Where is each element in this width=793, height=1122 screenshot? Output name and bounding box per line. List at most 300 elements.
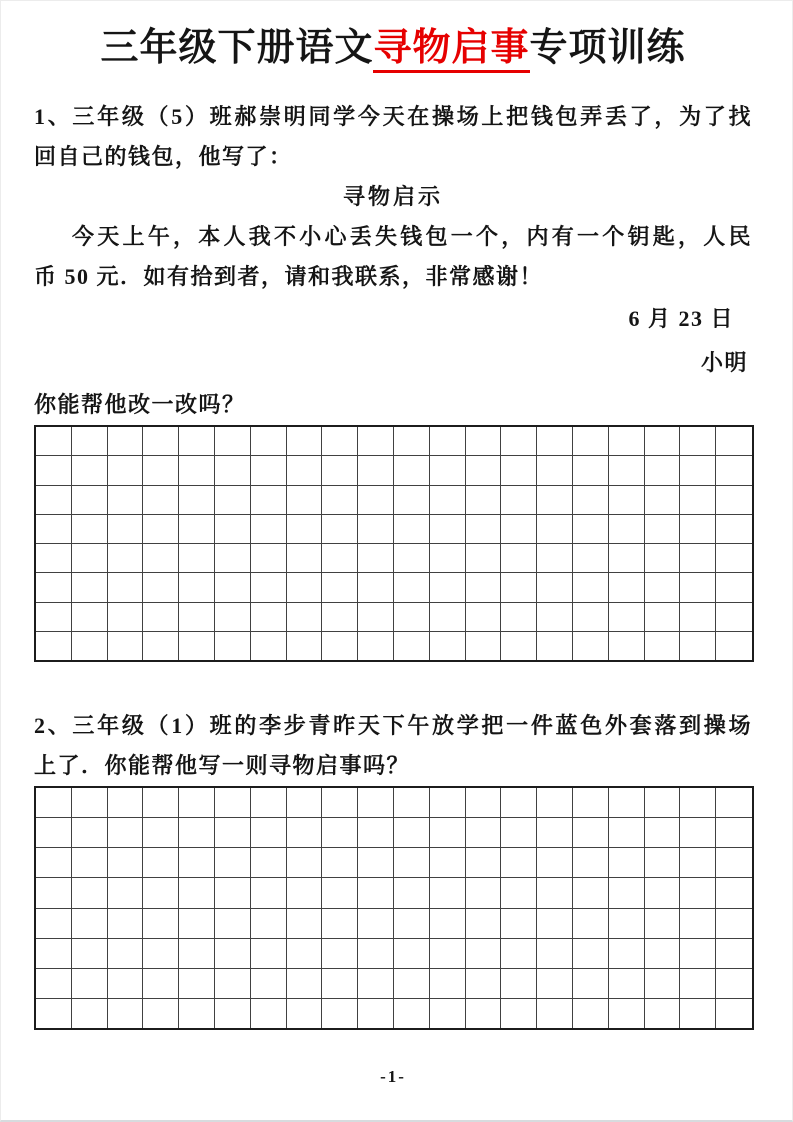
grid-cell <box>394 573 430 602</box>
question-1-prompt: 你能帮他改一改吗？ <box>34 392 246 417</box>
grid-cell <box>573 632 609 660</box>
grid-cell <box>645 603 681 632</box>
grid-cell <box>609 969 645 999</box>
grid-cell <box>287 848 323 878</box>
grid-cell <box>215 939 251 969</box>
grid-cell <box>251 878 287 908</box>
grid-cell <box>287 632 323 660</box>
grid-cell <box>143 486 179 515</box>
grid-cell <box>394 939 430 969</box>
grid-cell <box>645 573 681 602</box>
grid-cell <box>322 486 358 515</box>
grid-cell <box>573 788 609 818</box>
grid-cell <box>645 818 681 848</box>
grid-cell <box>72 573 108 602</box>
grid-cell <box>680 818 716 848</box>
grid-cell <box>287 788 323 818</box>
grid-cell <box>143 544 179 573</box>
grid-cell <box>430 878 466 908</box>
title-highlight-underlined: 寻物启事 <box>373 27 529 73</box>
question-1-line-1: 1、三年级（5）班郝崇明同学今天在操场上把钱包弄丢了，为了找 <box>34 104 752 129</box>
grid-cell <box>72 515 108 544</box>
grid-cell <box>645 515 681 544</box>
grid-cell <box>358 848 394 878</box>
grid-cell <box>394 456 430 485</box>
grid-cell <box>501 788 537 818</box>
question-1 <box>34 97 752 177</box>
grid-cell <box>466 427 502 456</box>
grid-cell <box>72 632 108 660</box>
grid-cell <box>72 999 108 1028</box>
grid-cell <box>287 515 323 544</box>
grid-cell <box>680 515 716 544</box>
question-2-line-1: 2、三年级（1）班的李步青昨天下午放学把一件蓝色外套落到操场 <box>34 713 752 738</box>
grid-cell <box>215 999 251 1028</box>
grid-cell <box>430 544 466 573</box>
grid-cell <box>358 788 394 818</box>
grid-cell <box>143 632 179 660</box>
grid-cell <box>573 603 609 632</box>
grid-cell <box>466 969 502 999</box>
grid-cell <box>72 969 108 999</box>
grid-cell <box>394 999 430 1028</box>
grid-cell <box>430 515 466 544</box>
grid-cell <box>108 603 144 632</box>
grid-cell <box>609 818 645 848</box>
writing-grid-2 <box>34 786 754 1030</box>
grid-cell <box>716 788 752 818</box>
grid-cell <box>143 515 179 544</box>
grid-cell <box>251 427 287 456</box>
grid-cell <box>72 818 108 848</box>
grid-cell <box>358 544 394 573</box>
grid-cell <box>430 456 466 485</box>
grid-cell <box>501 427 537 456</box>
grid-cell <box>430 999 466 1028</box>
grid-cell <box>573 969 609 999</box>
grid-cell <box>430 632 466 660</box>
grid-cell <box>358 486 394 515</box>
grid-cell <box>394 632 430 660</box>
grid-cell <box>322 999 358 1028</box>
grid-cell <box>430 486 466 515</box>
grid-cell <box>322 939 358 969</box>
grid-cell <box>251 788 287 818</box>
grid-cell <box>680 456 716 485</box>
grid-cell <box>215 632 251 660</box>
grid-cell <box>108 632 144 660</box>
grid-cell <box>537 456 573 485</box>
grid-cell <box>179 427 215 456</box>
grid-cell <box>251 603 287 632</box>
grid-cell <box>108 573 144 602</box>
grid-cell <box>716 909 752 939</box>
grid-cell <box>322 603 358 632</box>
grid-cell <box>466 515 502 544</box>
grid-cell <box>287 909 323 939</box>
grid-cell <box>72 486 108 515</box>
grid-cell <box>36 999 72 1028</box>
grid-cell <box>251 939 287 969</box>
grid-cell <box>251 818 287 848</box>
grid-cell <box>394 515 430 544</box>
grid-cell <box>287 486 323 515</box>
grid-cell <box>680 603 716 632</box>
grid-cell <box>251 456 287 485</box>
grid-cell <box>430 848 466 878</box>
page-title <box>34 23 752 73</box>
grid-cell <box>680 573 716 602</box>
grid-cell <box>680 848 716 878</box>
grid-cell <box>287 939 323 969</box>
grid-cell <box>501 544 537 573</box>
grid-cell <box>680 632 716 660</box>
notice-heading: 寻物启示 <box>342 184 443 209</box>
grid-cell <box>143 909 179 939</box>
grid-cell <box>143 969 179 999</box>
grid-cell <box>322 848 358 878</box>
grid-cell <box>72 909 108 939</box>
grid-cell <box>466 939 502 969</box>
grid-cell <box>215 427 251 456</box>
grid-cell <box>287 603 323 632</box>
grid-cell <box>573 939 609 969</box>
grid-cell <box>537 999 573 1028</box>
grid-cell <box>645 909 681 939</box>
grid-cell <box>179 909 215 939</box>
grid-cell <box>394 788 430 818</box>
grid-cell <box>179 544 215 573</box>
grid-cell <box>430 818 466 848</box>
grid-cell <box>537 848 573 878</box>
grid-cell <box>716 848 752 878</box>
notice-date: 6 月 23 日 <box>628 306 734 331</box>
grid-cell <box>645 848 681 878</box>
question-1-line-2: 回自己的钱包，他写了： <box>34 144 293 169</box>
grid-cell <box>609 999 645 1028</box>
grid-cell <box>609 427 645 456</box>
grid-cell <box>143 573 179 602</box>
grid-cell <box>322 573 358 602</box>
grid-cell <box>72 878 108 908</box>
grid-cell <box>179 486 215 515</box>
grid-cell <box>143 427 179 456</box>
grid-cell <box>251 909 287 939</box>
grid-cell <box>716 878 752 908</box>
grid-cell <box>108 456 144 485</box>
grid-cell <box>322 632 358 660</box>
grid-cell <box>466 603 502 632</box>
grid-cell <box>680 999 716 1028</box>
grid-cell <box>287 573 323 602</box>
grid-cell <box>108 486 144 515</box>
grid-cell <box>322 515 358 544</box>
grid-cell <box>573 818 609 848</box>
grid-cell <box>537 818 573 848</box>
grid-cell <box>179 788 215 818</box>
page-number: -1- <box>380 1067 406 1086</box>
grid-cell <box>394 848 430 878</box>
grid-cell <box>108 788 144 818</box>
grid-cell <box>215 603 251 632</box>
grid-cell <box>609 878 645 908</box>
grid-cell <box>322 969 358 999</box>
grid-cell <box>215 969 251 999</box>
grid-cell <box>179 999 215 1028</box>
writing-grid-1 <box>34 425 754 662</box>
grid-cell <box>36 848 72 878</box>
grid-cell <box>573 573 609 602</box>
grid-cell <box>287 544 323 573</box>
grid-cell <box>394 603 430 632</box>
grid-cell <box>36 909 72 939</box>
grid-cell <box>537 486 573 515</box>
grid-cell <box>179 456 215 485</box>
grid-cell <box>108 427 144 456</box>
grid-cell <box>501 999 537 1028</box>
grid-cell <box>358 909 394 939</box>
grid-cell <box>716 486 752 515</box>
grid-cell <box>179 878 215 908</box>
grid-cell <box>573 515 609 544</box>
grid-cell <box>466 788 502 818</box>
grid-cell <box>143 818 179 848</box>
grid-cell <box>466 999 502 1028</box>
grid-cell <box>466 544 502 573</box>
grid-cell <box>287 456 323 485</box>
grid-cell <box>322 544 358 573</box>
grid-cell <box>72 788 108 818</box>
grid-cell <box>430 909 466 939</box>
grid-cell <box>609 788 645 818</box>
grid-cell <box>501 939 537 969</box>
grid-cell <box>609 939 645 969</box>
grid-cell <box>215 456 251 485</box>
grid-cell <box>179 818 215 848</box>
grid-cell <box>501 603 537 632</box>
grid-cell <box>609 573 645 602</box>
grid-cell <box>716 939 752 969</box>
grid-cell <box>358 818 394 848</box>
grid-cell <box>287 999 323 1028</box>
grid-cell <box>645 456 681 485</box>
grid-cell <box>537 909 573 939</box>
grid-cell <box>72 848 108 878</box>
grid-cell <box>501 632 537 660</box>
grid-cell <box>680 544 716 573</box>
grid-cell <box>108 939 144 969</box>
grid-cell <box>215 486 251 515</box>
grid-cell <box>609 603 645 632</box>
grid-cell <box>143 939 179 969</box>
grid-cell <box>143 603 179 632</box>
grid-cell <box>466 632 502 660</box>
grid-cell <box>501 573 537 602</box>
grid-cell <box>143 878 179 908</box>
grid-cell <box>287 427 323 456</box>
grid-cell <box>36 544 72 573</box>
grid-cell <box>72 603 108 632</box>
grid-cell <box>501 878 537 908</box>
grid-cell <box>573 909 609 939</box>
grid-cell <box>358 632 394 660</box>
grid-cell <box>322 909 358 939</box>
grid-cell <box>36 818 72 848</box>
grid-cell <box>716 632 752 660</box>
grid-cell <box>537 939 573 969</box>
grid-cell <box>430 788 466 818</box>
grid-cell <box>215 878 251 908</box>
grid-cell <box>537 788 573 818</box>
grid-cell <box>716 456 752 485</box>
grid-cell <box>430 573 466 602</box>
grid-cell <box>322 818 358 848</box>
grid-cell <box>680 788 716 818</box>
grid-cell <box>537 427 573 456</box>
grid-cell <box>573 544 609 573</box>
grid-cell <box>716 515 752 544</box>
grid-cell <box>501 909 537 939</box>
notice-signature: 小明 <box>700 350 748 375</box>
grid-cell <box>537 573 573 602</box>
grid-cell <box>645 788 681 818</box>
grid-cell <box>358 939 394 969</box>
title-prefix: 三年级下册语文 <box>100 27 374 69</box>
grid-cell <box>609 456 645 485</box>
grid-cell <box>215 515 251 544</box>
grid-cell <box>108 515 144 544</box>
grid-cell <box>394 969 430 999</box>
grid-cell <box>108 909 144 939</box>
grid-cell <box>322 788 358 818</box>
grid-cell <box>179 515 215 544</box>
grid-cell <box>680 486 716 515</box>
grid-cell <box>36 939 72 969</box>
grid-cell <box>394 427 430 456</box>
grid-cell <box>108 999 144 1028</box>
grid-cell <box>287 878 323 908</box>
grid-cell <box>466 818 502 848</box>
grid-cell <box>251 515 287 544</box>
grid-cell <box>501 515 537 544</box>
grid-cell <box>108 848 144 878</box>
grid-cell <box>143 848 179 878</box>
grid-cell <box>251 544 287 573</box>
grid-cell <box>680 878 716 908</box>
grid-cell <box>215 788 251 818</box>
grid-cell <box>215 909 251 939</box>
grid-cell <box>251 573 287 602</box>
grid-cell <box>358 999 394 1028</box>
grid-cell <box>36 603 72 632</box>
grid-cell <box>680 939 716 969</box>
grid-cell <box>609 632 645 660</box>
grid-cell <box>394 818 430 848</box>
grid-cell <box>466 573 502 602</box>
grid-cell <box>537 544 573 573</box>
grid-cell <box>680 427 716 456</box>
grid-cell <box>215 848 251 878</box>
grid-cell <box>36 969 72 999</box>
grid-cell <box>716 818 752 848</box>
grid-cell <box>645 878 681 908</box>
grid-cell <box>466 456 502 485</box>
grid-cell <box>108 544 144 573</box>
grid-cell <box>215 818 251 848</box>
grid-cell <box>573 486 609 515</box>
grid-cell <box>108 878 144 908</box>
grid-cell <box>430 427 466 456</box>
grid-cell <box>537 969 573 999</box>
grid-cell <box>72 544 108 573</box>
grid-cell <box>680 909 716 939</box>
grid-cell <box>573 848 609 878</box>
grid-cell <box>573 456 609 485</box>
grid-cell <box>179 573 215 602</box>
grid-cell <box>36 456 72 485</box>
grid-cell <box>36 427 72 456</box>
grid-cell <box>251 969 287 999</box>
grid-cell <box>609 909 645 939</box>
grid-cell <box>143 999 179 1028</box>
grid-cell <box>537 515 573 544</box>
grid-cell <box>322 427 358 456</box>
grid-cell <box>716 573 752 602</box>
grid-cell <box>143 456 179 485</box>
grid-cell <box>251 848 287 878</box>
grid-cell <box>36 878 72 908</box>
grid-cell <box>573 999 609 1028</box>
grid-cell <box>645 939 681 969</box>
grid-cell <box>287 969 323 999</box>
grid-cell <box>394 878 430 908</box>
grid-cell <box>501 456 537 485</box>
grid-cell <box>179 939 215 969</box>
question-2 <box>34 706 752 786</box>
grid-cell <box>322 456 358 485</box>
grid-cell <box>251 486 287 515</box>
title-suffix: 专项训练 <box>529 27 686 69</box>
grid-cell <box>36 573 72 602</box>
grid-cell <box>716 969 752 999</box>
grid-cell <box>179 969 215 999</box>
grid-cell <box>430 939 466 969</box>
grid-cell <box>680 969 716 999</box>
grid-cell <box>215 573 251 602</box>
grid-cell <box>36 515 72 544</box>
grid-cell <box>501 818 537 848</box>
grid-cell <box>251 632 287 660</box>
grid-cell <box>72 427 108 456</box>
grid-cell <box>36 632 72 660</box>
grid-cell <box>537 632 573 660</box>
grid-cell <box>143 788 179 818</box>
grid-cell <box>358 427 394 456</box>
grid-cell <box>215 544 251 573</box>
grid-cell <box>501 848 537 878</box>
grid-cell <box>537 603 573 632</box>
question-2-line-2: 上了．你能帮他写一则寻物启事吗？ <box>34 753 411 778</box>
grid-cell <box>358 603 394 632</box>
grid-cell <box>287 818 323 848</box>
notice-body-line-2: 币 50 元．如有拾到者，请和我联系，非常感谢！ <box>34 264 544 289</box>
grid-cell <box>645 427 681 456</box>
grid-cell <box>716 427 752 456</box>
grid-cell <box>573 427 609 456</box>
grid-cell <box>108 818 144 848</box>
grid-cell <box>108 969 144 999</box>
grid-cell <box>609 486 645 515</box>
